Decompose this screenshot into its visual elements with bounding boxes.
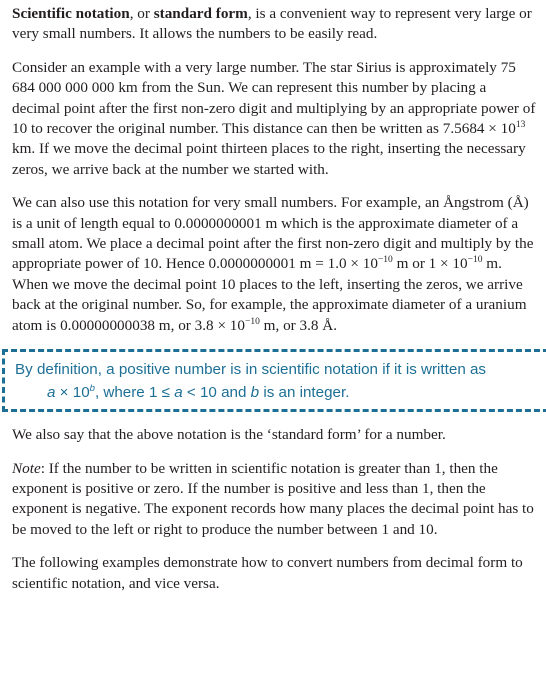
examples-intro-paragraph: The following examples demonstrate how to convert numbers from decimal form to scientific notation, and vice versa. (12, 554, 523, 592)
definition-box (2, 349, 546, 412)
angstrom-paragraph: We can also use this notation for very small numbers. For example, an Ångstrom (Å) is a unit of length equal to 0.0000000001 m which is the approximate diameter of a small atom. We place a decimal point after the first non-zero digit and multiply by the appropriate power of 10. Hence 0.0000000001 $m = 1.0 \times 10^{-10}$ m or $1 \times 10^{-10}$ m. When we move the decimal point 10 places to the left, inserting the zeros, we arrive back at the original number. So, for example, the approximate diameter of a uranium atom is 0.00000000038 m, or $3.8 \times 10^{-10}$ m, or 3.8 Å. (12, 194, 534, 334)
intro-paragraph: Scientific notation, or standard form, is a convenient way to represent very large or very small numbers. It allows the numbers to be easily read. (12, 5, 532, 43)
term-scientific-notation: Scientific notation (12, 5, 130, 22)
standard-form-paragraph: We also say that the above notation is the ‘standard form’ for a number. (12, 426, 446, 444)
sirius-paragraph: Consider an example with a very large number. The star Sirius is approximately 75 684 000 000 000 km from the Sun. We can represent this number by placing a decimal point after the first non-zero digit and multiplying by an appropriate power of 10 to recover the original number. This distance can then be written as $7.5684 \times 10^{13}$ km. If we move the decimal point thirteen places to the right, inserting the necessary zeros, we arrive back at the number we started with. (12, 58, 536, 178)
term-standard-form: standard form (153, 5, 248, 22)
definition-line-2: $a \times 10^b$, where 1 ≤ a < 10 and b is an integer. (47, 383, 350, 402)
definition-line-1: By definition, a positive number is in scientific notation if it is written as (15, 361, 487, 379)
note-paragraph: Note: If the number to be written in scientific notation is greater than 1, then the exponent is positive or zero. If the number is positive and less than 1, then the exponent is negative. The exponent records how many places the decimal point has to be moved to the left or right to produce the number between 1 and 10. (12, 459, 534, 538)
note-label: Note (12, 459, 41, 477)
